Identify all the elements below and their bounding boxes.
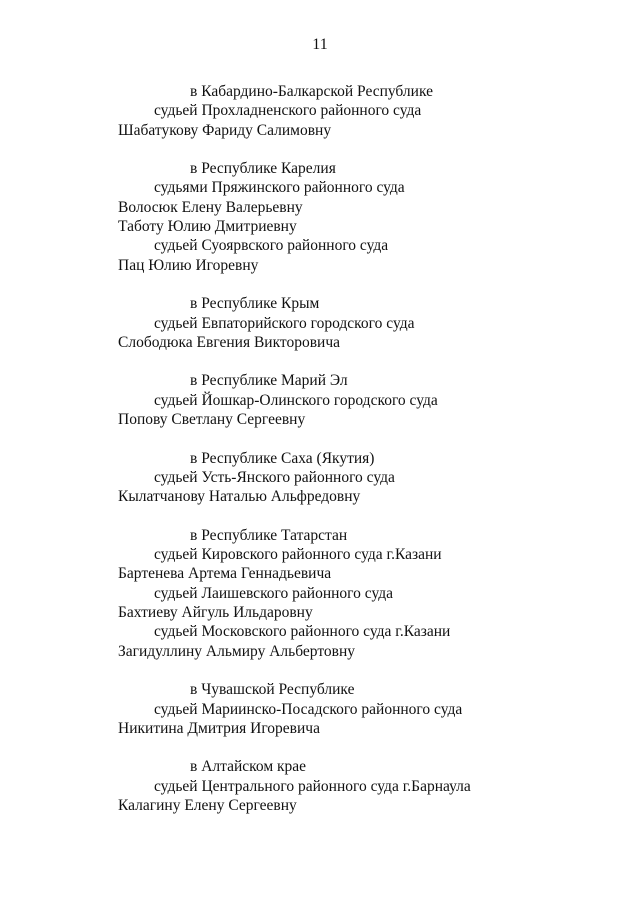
- region-heading: в Республике Саха (Якутия): [190, 449, 375, 467]
- judge-name: Слободюка Евгения Викторовича: [118, 333, 341, 351]
- region-heading: в Кабардино-Балкарской Республике: [190, 83, 433, 100]
- page-number: 11: [312, 36, 328, 53]
- appointment-section: [118, 294, 618, 352]
- judge-name: Таботу Юлию Дмитриевну: [118, 218, 297, 236]
- appointment-section: [118, 526, 618, 661]
- court-position: судьей Евпаторийского городского суда: [154, 314, 415, 332]
- region-heading: в Алтайском крае: [190, 758, 307, 776]
- court-position: судьей Суоярвского районного суда: [154, 237, 389, 255]
- court-position: судьей Московского районного суда г.Казани: [154, 623, 451, 641]
- appointment-section: [118, 757, 618, 815]
- judge-name: Шабатукову Фариду Салимовну: [118, 121, 332, 139]
- judge-name: Никитина Дмитрия Игоревича: [118, 719, 320, 737]
- judge-name: Бартенева Артема Геннадьевича: [118, 565, 332, 583]
- appointment-section: [118, 82, 618, 140]
- appointment-section: [118, 680, 618, 738]
- judge-name: Волосюк Елену Валерьевну: [118, 198, 303, 216]
- region-heading: в Республике Марий Эл: [190, 372, 348, 390]
- region-heading: в Чувашской Республике: [190, 681, 355, 699]
- appointment-section: [118, 449, 618, 507]
- appointment-section: [118, 371, 618, 429]
- court-position: судьями Пряжинского районного суда: [154, 179, 405, 197]
- judge-name: Калагину Елену Сергеевну: [118, 796, 297, 814]
- court-position: судьей Центрального районного суда г.Барнаула: [154, 777, 471, 795]
- court-position: судьей Лаишевского районного суда: [154, 584, 393, 602]
- region-heading: в Республике Карелия: [190, 160, 336, 178]
- appointment-section: [118, 159, 618, 275]
- judge-name: Бахтиеву Айгуль Ильдаровну: [118, 604, 313, 622]
- document-body: [118, 82, 618, 835]
- region-heading: в Республике Татарстан: [190, 526, 348, 544]
- court-position: судьей Кировского районного суда г.Казани: [154, 546, 442, 564]
- court-position: судьей Усть-Янского районного суда: [154, 468, 395, 486]
- court-position: судьей Прохладненского районного суда: [154, 102, 422, 120]
- court-position: судьей Мариинско-Посадского районного суда: [154, 700, 463, 718]
- judge-name: Кылатчанову Наталью Альфредовну: [118, 488, 361, 506]
- judge-name: Загидуллину Альмиру Альбертовну: [118, 642, 355, 660]
- region-heading: в Республике Крым: [190, 295, 320, 313]
- judge-name: Попову Светлану Сергеевну: [118, 411, 306, 429]
- judge-name: Пац Юлию Игоревну: [118, 256, 259, 274]
- court-position: судьей Йошкар-Олинского городского суда: [154, 391, 438, 409]
